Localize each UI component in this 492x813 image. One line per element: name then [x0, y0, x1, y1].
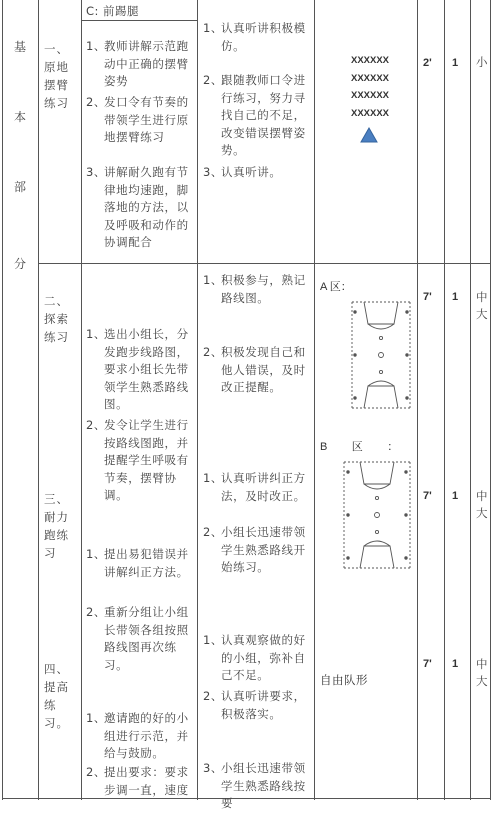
section-char: 分	[13, 257, 26, 271]
teacher-item	[86, 710, 194, 763]
table-border-right	[490, 0, 491, 800]
intensity-value: 中大	[476, 657, 488, 688]
item-number: 2、	[203, 73, 224, 87]
intensity-value: 小	[476, 55, 488, 69]
student-item	[203, 524, 313, 577]
item-text: 小组长迅速带领学生熟悉路线开始练习。	[221, 525, 306, 574]
teacher-item	[86, 417, 194, 505]
count-value: 1	[452, 291, 459, 303]
student-item	[203, 272, 313, 307]
table-border-left	[2, 0, 3, 800]
item-number: 3、	[203, 761, 224, 775]
formation-row: XXXXXX	[350, 72, 390, 84]
teacher-item	[86, 546, 194, 581]
column-divider	[81, 0, 82, 800]
item-number: 1、	[203, 21, 224, 35]
subsection-title: 三、耐力跑练习	[44, 492, 69, 560]
count-value: 1	[452, 57, 459, 69]
time-value: 2'	[423, 57, 432, 69]
time-value: 7'	[423, 658, 432, 670]
count-value: 1	[452, 658, 459, 670]
column-divider	[197, 0, 198, 800]
route-diagram-b	[342, 456, 412, 574]
item-number: 1、	[86, 547, 107, 561]
teacher-item	[86, 164, 194, 252]
item-text: 讲解耐久跑有节律地均速跑，脚落地的方法，以及呼吸和动作的协调配合	[104, 165, 189, 249]
formation-diagram	[345, 52, 395, 122]
column-divider	[444, 0, 445, 800]
item-text: 邀请跑的好的小组进行示范，并给与鼓励。	[104, 711, 189, 760]
item-number: 1、	[86, 711, 107, 725]
item-number: 2、	[203, 345, 224, 359]
count-value: 1	[452, 490, 459, 502]
intensity-value: 中大	[476, 290, 488, 321]
item-text: 积极发现自己和他人错误，及时改正提醒。	[221, 345, 306, 394]
item-number: 3、	[86, 165, 107, 179]
route-diagram-a	[350, 296, 412, 414]
formation-row: XXXXXX	[350, 107, 390, 119]
item-text: 跟随教师口令进行练习，努力寻找自己的不足，改变错误摆臂姿势。	[221, 73, 306, 157]
item-text: 认真听讲纠正方法，及时改正。	[221, 471, 306, 503]
student-item	[203, 760, 313, 813]
item-text: 认真观察做的好的小组，弥补自己不足。	[221, 633, 306, 682]
item-number: 1、	[203, 471, 224, 485]
item-number: 3、	[203, 165, 224, 179]
teacher-item	[86, 326, 194, 414]
item-text: 认真听讲要求，积极落实。	[221, 689, 306, 721]
item-text: 小组长迅速带领学生熟悉路线按要	[221, 761, 306, 810]
activity-label: C: 前踢腿	[86, 4, 140, 18]
subsection-title: 二、探索练习	[44, 294, 69, 344]
teacher-item	[86, 604, 194, 674]
row-divider	[81, 20, 197, 21]
item-text: 重新分组让小组长带领各组按照路线图再次练习。	[104, 605, 189, 672]
item-text: 选出小组长，分发跑步线路图，要求小组长先带领学生熟悉路线图。	[104, 327, 189, 411]
formation-row: XXXXXX	[350, 55, 390, 66]
teacher-item	[86, 38, 194, 91]
item-number: 1、	[86, 39, 107, 53]
column-divider	[314, 0, 315, 800]
item-number: 2、	[86, 95, 107, 109]
intensity-value: 中大	[476, 489, 488, 520]
item-number: 1、	[203, 633, 224, 647]
subsection-title: 一、原地摆臂练习	[44, 42, 69, 110]
subsection-title: 四、提高练习。	[44, 662, 69, 730]
item-text: 认真听讲。	[221, 165, 282, 179]
student-item	[203, 344, 313, 397]
row-divider	[38, 263, 490, 264]
student-item	[203, 164, 313, 182]
student-item	[203, 72, 313, 160]
formation-row: XXXXXX	[350, 90, 390, 101]
item-text: 发令让学生进行按路线图跑，并提醒学生呼吸有节奏，摆臂协调。	[104, 418, 189, 502]
column-divider	[38, 0, 39, 800]
zone-b-label: B 区 ：	[320, 441, 399, 453]
teacher-position-triangle-icon	[360, 127, 378, 143]
item-text: 教师讲解示范跑动中正确的摆臂姿势	[104, 39, 189, 88]
item-number: 2、	[86, 418, 107, 432]
student-item	[203, 688, 313, 723]
time-value: 7'	[423, 291, 432, 303]
item-text: 积极参与，熟记路线图。	[221, 273, 306, 305]
item-number: 1、	[86, 327, 107, 341]
free-formation-label: 自由队形	[320, 673, 368, 687]
item-number: 1、	[203, 273, 224, 287]
time-value: 7'	[423, 490, 432, 502]
item-text: 提出要求：要求步调一直，速度	[104, 765, 189, 797]
item-number: 2、	[203, 689, 224, 703]
student-item	[203, 20, 313, 55]
section-char: 本	[13, 110, 26, 124]
section-char: 基	[13, 40, 26, 54]
student-item	[203, 470, 313, 505]
teacher-item	[86, 94, 194, 147]
item-text: 发口令有节奏的带领学生进行原地摆臂练习	[104, 95, 189, 144]
item-number: 2、	[86, 765, 107, 779]
column-divider	[417, 0, 418, 800]
zone-a-label: A 区：	[320, 281, 352, 293]
item-text: 提出易犯错误并讲解纠正方法。	[104, 547, 189, 579]
item-number: 2、	[203, 525, 224, 539]
student-item	[203, 632, 313, 685]
column-divider	[470, 0, 471, 800]
teacher-item	[86, 764, 194, 799]
section-char: 部	[13, 180, 26, 194]
item-number: 2、	[86, 605, 107, 619]
item-text: 认真听讲积极模仿。	[221, 21, 306, 53]
